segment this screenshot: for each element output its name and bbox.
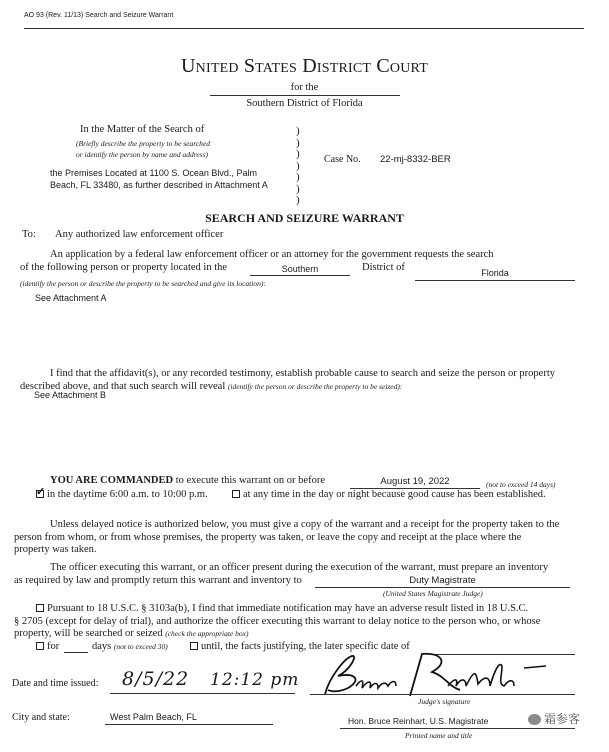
printed-name: Hon. Bruce Reinhart, U.S. Magistrate (348, 716, 489, 726)
finding-hint: (identify the person or describe the property to be seized): (227, 382, 403, 391)
header-rule (24, 28, 584, 29)
for-days-checkbox[interactable] (36, 642, 44, 650)
premises-line-1: the Premises Located at 1100 S. Ocean Blvd., Palm (50, 168, 257, 178)
finding-text: described above, and that such search will reveal (20, 381, 226, 392)
judge-signature-label: Judge's signature (418, 697, 471, 706)
command-bold: YOU ARE COMMANDED (50, 475, 174, 486)
days-hint: (not to exceed 30) (113, 642, 168, 651)
inventory-to-hint: (United States Magistrate Judge) (383, 589, 483, 598)
signature-line (310, 694, 575, 695)
watermark (528, 712, 580, 726)
caption-bracket: ) ) ) ) ) ) ) (296, 125, 300, 206)
printed-name-label: Printed name and title (405, 731, 473, 740)
date-time-line (110, 693, 295, 694)
anytime-label: at any time in the day or night because good cause has been established. (243, 489, 546, 500)
until-label: until, the facts justifying, the later specific date of (201, 641, 410, 652)
district-of-label: District of (362, 262, 405, 273)
command-line (50, 475, 325, 488)
to-value: Any authorized law enforcement officer (55, 229, 224, 240)
delayed-line-2: person from whom, or from whose premises, the property was taken, or leave the copy and receipt at the place where the (14, 532, 522, 543)
inventory-line-1: The officer executing this warrant, or an officer present during the execution of the warrant, must prepare an inventory (50, 562, 549, 573)
caption-hint-1: (Briefly describe the property to be searched (76, 139, 210, 148)
finding-line-1: I find that the affidavit(s), or any recorded testimony, establish probable cause to search and seize the person or property (50, 368, 555, 379)
attachment-b: See Attachment B (34, 390, 107, 400)
days-label: days (92, 641, 112, 652)
court-district: Southern District of Florida (246, 98, 363, 109)
days-label-group (92, 641, 168, 654)
for-label: for (47, 641, 60, 652)
form-header: AO 93 (Rev. 11/13) Search and Seizure Warrant (24, 12, 174, 19)
district-field: Southern (281, 264, 319, 274)
date-time-label: Date and time issued: (12, 678, 99, 689)
until-checkbox[interactable] (190, 642, 198, 650)
wechat-icon (528, 714, 541, 725)
city-state-line (105, 724, 273, 725)
inventory-line-2: as required by law and promptly return this warrant and inventory to (14, 575, 302, 586)
daytime-option[interactable] (36, 489, 208, 502)
warrant-title: SEARCH AND SEIZURE WARRANT (205, 211, 404, 225)
case-no-value: 22-mj-8332-BER (380, 154, 451, 165)
delayed-line-1: Unless delayed notice is authorized below, you must give a copy of the warrant and a receipt for the property taken to the (50, 519, 560, 530)
city-state-label: City and state: (12, 712, 70, 723)
case-no-label: Case No. (324, 154, 361, 165)
for-days-option[interactable] (36, 641, 59, 654)
handwritten-date: 8/5/22 (122, 668, 190, 690)
pursuant-text-1: Pursuant to 18 U.S.C. § 3103a(b), I find that immediate notification may have an adverse result listed in 18 U.S.C. (47, 603, 529, 614)
execute-by-date: August 19, 2022 (380, 476, 450, 487)
handwritten-time: 12:12 pm (210, 670, 300, 690)
inventory-field-line (315, 587, 570, 588)
command-text: to execute this warrant on or before (175, 475, 325, 486)
application-line-1: An application by a federal law enforcement officer or an attorney for the government requests the search (50, 249, 494, 260)
delayed-line-3: property was taken. (14, 544, 97, 555)
inventory-to: Duty Magistrate (409, 575, 476, 586)
court-for: for the (290, 82, 319, 93)
district-field-line (250, 275, 350, 276)
pursuant-line-3 (14, 628, 248, 641)
application-line-2: of the following person or property located in the (20, 262, 228, 273)
court-title: United States District Court (181, 55, 428, 77)
daytime-checkbox[interactable] (36, 490, 44, 498)
premises-line-2: Beach, FL 33480, as further described in Attachment A (50, 180, 268, 190)
district-underline (210, 95, 400, 96)
caption-hint-2: or identify the person by name and address) (76, 150, 208, 159)
state-field: Florida (481, 268, 509, 278)
printed-name-line (340, 728, 575, 729)
pursuant-checkbox[interactable] (36, 604, 44, 612)
anytime-option[interactable] (232, 489, 546, 502)
watermark-text: 霜参客 (544, 712, 581, 726)
state-field-line (415, 280, 575, 281)
to-label: To: (22, 229, 36, 240)
anytime-checkbox[interactable] (232, 490, 240, 498)
pursuant-line-2: § 2705 (except for delay of trial), and authorize the officer executing this warrant to delay notice to the person who, or whose (14, 616, 541, 627)
attachment-a: See Attachment A (35, 293, 107, 303)
daytime-label: in the daytime 6:00 a.m. to 10:00 p.m. (47, 489, 208, 500)
days-field-line (64, 652, 88, 653)
pursuant-text-3: property, will be searched or seized (14, 628, 163, 639)
pursuant-hint: (check the appropriate box) (165, 629, 249, 638)
city-state-value: West Palm Beach, FL (110, 712, 197, 722)
pursuant-line-1[interactable] (36, 603, 528, 616)
command-note: (not to exceed 14 days) (486, 480, 556, 489)
application-hint: (identify the person or describe the property to be searched and give its location): (20, 279, 266, 288)
matter-label: In the Matter of the Search of (80, 124, 205, 135)
